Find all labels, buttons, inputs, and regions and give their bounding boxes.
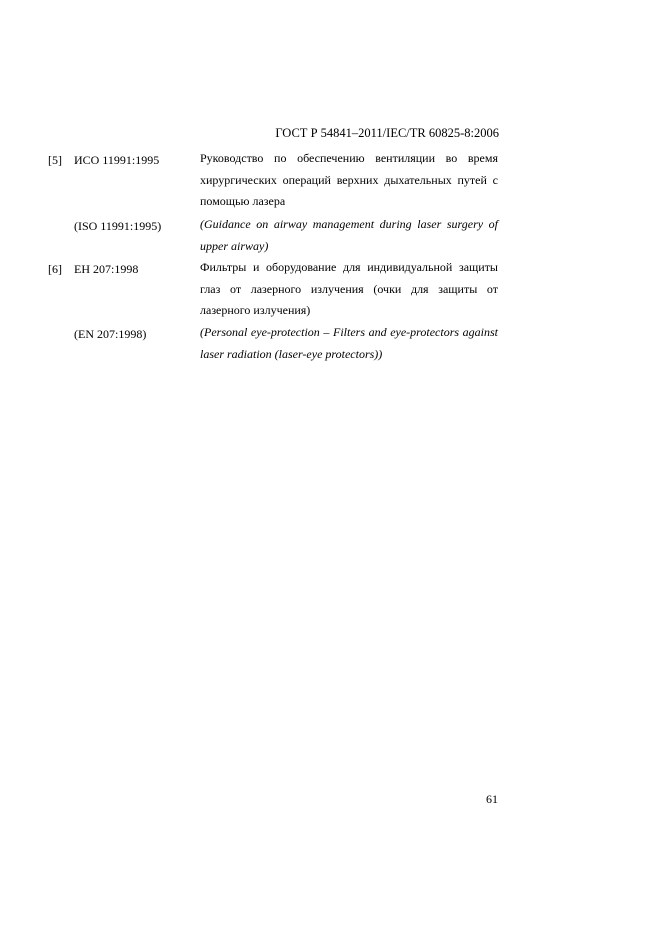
reference-number: [5] bbox=[48, 153, 62, 167]
reference-number: [6] bbox=[48, 262, 62, 276]
reference-title: Руководство по обеспечению вентиляции во время хирургических операций верхних дыхательных путей с помощью лазера bbox=[200, 151, 498, 208]
reference-original-code: (EN 207:1998) bbox=[74, 327, 147, 341]
reference-original-title: (Guidance on airway management during laser surgery of upper airway) bbox=[200, 217, 498, 253]
reference-code: ЕН 207:1998 bbox=[74, 262, 139, 276]
page-number: 61 bbox=[486, 792, 498, 806]
reference-original-code: (ISO 11991:1995) bbox=[74, 219, 162, 233]
document-header: ГОСТ Р 54841–2011/IEC/TR 60825-8:2006 bbox=[275, 126, 499, 140]
reference-code: ИСО 11991:1995 bbox=[74, 153, 160, 167]
reference-title: Фильтры и оборудование для индивидуальной защиты глаз от лазерного излучения (очки для защиты от лазерного излучения) bbox=[200, 260, 498, 317]
reference-original-title: (Personal eye-protection – Filters and eye-protectors against laser radiation (laser-eye protectors)) bbox=[200, 325, 498, 361]
